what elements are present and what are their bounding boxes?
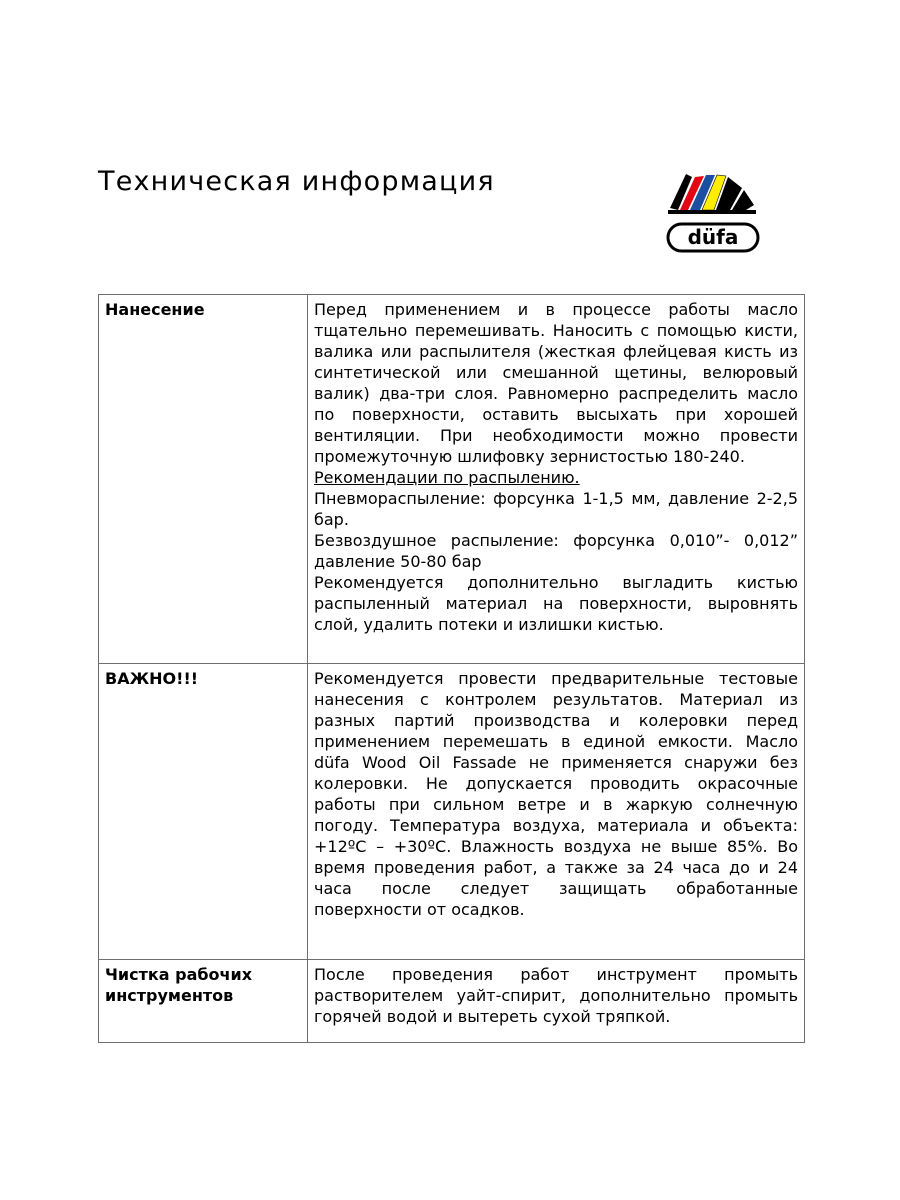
spray-recommendations-heading: Рекомендации по распылению. (314, 468, 580, 487)
row-heading: Нанесение (99, 295, 308, 664)
dufa-logo (662, 160, 762, 255)
logo-text: düfa (687, 225, 739, 249)
paragraph: Рекомендуется провести предварительные тестовые нанесения с контролем результатов. Материал из разных партий производства и колеровки перед применением перемешать в единой емкости. Масло düfa Wood Oil Fassade не применяется снаружи без колеровки. Не допускается проводить окрасочные работы при сильном ветре и в жаркую солнечную погоду. Температура воздуха, материала и объекта: +12ºC – +30ºC. Влажность воздуха не выше 85%. Во время проведения работ, а также за 24 часа до и 24 часа после следует защищать обработанные поверхности от осадков. (314, 669, 798, 919)
row-heading: Чистка рабочих инструментов (99, 960, 308, 1043)
logo-base (668, 210, 756, 214)
paragraph: Рекомендуется дополнительно выгладить кистью распыленный материал на поверхности, выровнять слой, удалить потеки и излишки кистью. (314, 573, 798, 634)
table-row (99, 295, 805, 664)
table-row (99, 664, 805, 960)
row-content (308, 960, 805, 1043)
row-content (308, 295, 805, 664)
tech-info-table (98, 294, 805, 1043)
paragraph: Пневмораспыление: форсунка 1-1,5 мм, давление 2-2,5 бар. (314, 489, 798, 529)
paragraph: После проведения работ инструмент промыть растворителем уайт-спирит, дополнительно промыть горячей водой и вытереть сухой тряпкой. (314, 965, 798, 1026)
table-row (99, 960, 805, 1043)
paragraph: Перед применением и в процессе работы масло тщательно перемешивать. Наносить с помощью кисти, валика или распылителя (жесткая флейцевая кисть из синтетической или смешанной щетины, велюровый валик) два-три слоя. Равномерно распределить масло по поверхности, оставить высыхать при хорошей вентиляции. При необходимости можно провести промежуточную шлифовку зернистостью 180-240. (314, 300, 798, 466)
row-heading: ВАЖНО!!! (99, 664, 308, 960)
paragraph: Безвоздушное распыление: форсунка 0,010”- 0,012” давление 50-80 бар (314, 531, 798, 571)
page-title: Техническая информация (98, 166, 495, 197)
row-content (308, 664, 805, 960)
